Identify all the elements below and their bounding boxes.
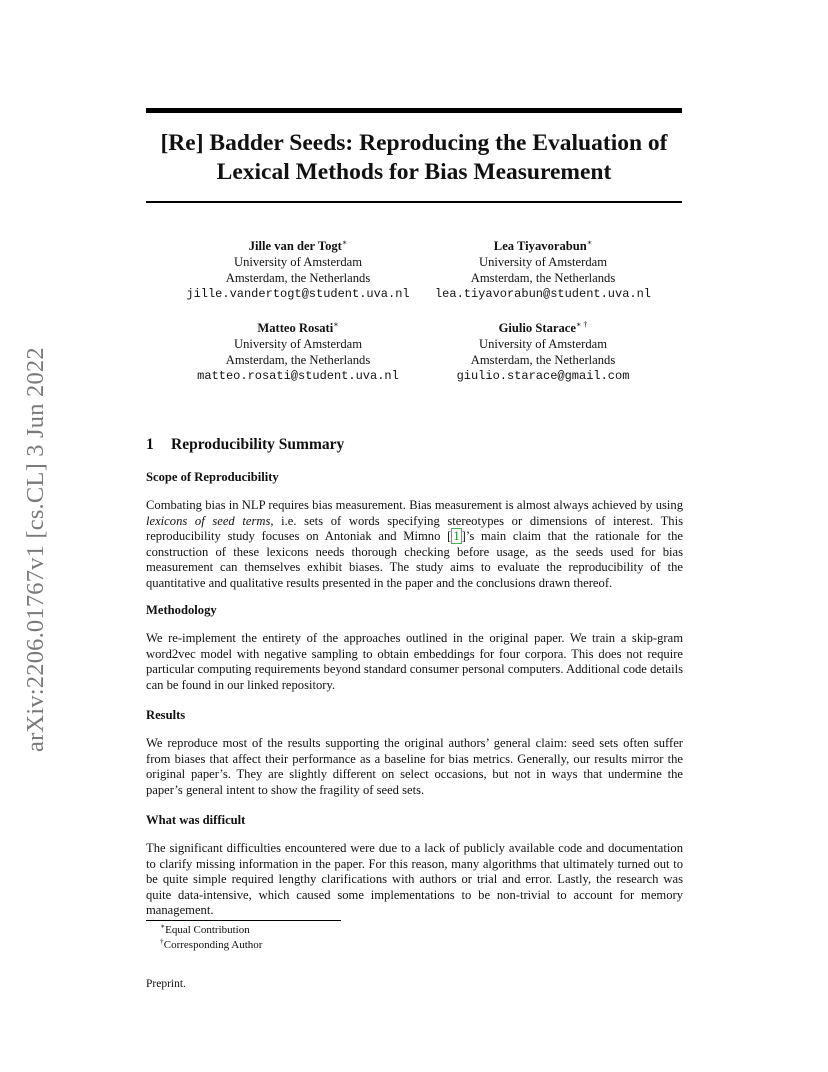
paper-title [146,129,682,187]
author-location: Amsterdam, the Netherlands [470,271,616,285]
preprint-label: Preprint. [146,978,186,990]
title-bottom-rule [146,201,682,203]
text-run: ’s main claim that the rationale for the construction of these lexicons needs thorough checking before usage, as the seeds used for bias measurement can themselves exhibit biases. The study aims to evaluate the reproducibility of the quantitative and qualitative results presented in the paper and the conclusions drawn thereof. [146,529,683,590]
author-email: jille.vandertogt@student.uva.nl [186,287,410,301]
author-location: Amsterdam, the Netherlands [470,353,616,367]
arxiv-stamp: arXiv:2206.01767v1 [cs.CL] 3 Jun 2022 [22,347,49,752]
emphasis-text: lexicons of seed terms [146,513,271,528]
footnote-mark: ∗ [160,921,166,931]
author-name: Jille van der Togt [248,239,342,253]
subsection-heading: Results [146,708,186,722]
title-line-2: Lexical Methods for Bias Measurement [216,159,612,185]
author-email: giulio.starace@gmail.com [456,369,630,383]
footnote [160,938,262,952]
subsection-heading: Methodology [146,603,217,617]
author-mark: ∗ [341,237,348,247]
section-title: Reproducibility Summary [171,436,345,453]
methodology-paragraph: We re-implement the entirety of the approaches outlined in the original paper. We train a skip-gram word2vec model with negative sampling to obtain embeddings for four corpora. This does not require particular computing requirements beyond standard consumer personal computers. Additional code details can be found in our linked repository. [146,631,683,692]
subsection-heading: Scope of Reproducibility [146,470,279,484]
author-location: Amsterdam, the Netherlands [225,353,371,367]
author-mark: ∗ [586,237,593,247]
author-name: Matteo Rosati [257,321,334,335]
author-block [403,320,683,384]
section-heading [146,436,344,454]
difficulty-paragraph: The significant difficulties encountered were due to a lack of publicly available code and documentation to clarify missing information in the paper. For this reason, many algorithms that ultimately turned out to be quite simple required lengthy clarifications with authors or trial and error. Lastly, the research was quite data-intensive, which caused some implementations to be non-trivial to account for memory management. [146,841,683,918]
author-block [158,320,438,384]
title-line-1: [Re] Badder Seeds: Reproducing the Evaluation of [160,130,668,156]
text-run: Combating bias in NLP requires bias measurement. Bias measurement is almost always achieved by using [146,498,683,512]
subsection-heading: What was difficult [146,813,246,827]
footnote [160,923,250,937]
results-paragraph: We reproduce most of the results supporting the original authors’ general claim: seed sets often suffer from biases that affect their performance as a baseline for bias metrics. Generally, our results mirror the original paper’s. They are slightly different on select occasions, but not in ways that undermine the paper’s general intent to show the fragility of seed sets. [146,736,683,797]
author-name: Giulio Starace [498,321,576,335]
author-block [158,238,438,302]
title-top-rule [146,108,682,113]
footnote-mark: † [160,936,164,946]
section-number: 1 [146,436,154,453]
author-mark: ∗ † [575,319,588,329]
author-mark: ∗ [333,319,339,329]
author-name: Lea Tiyavorabun [493,239,587,253]
citation-link[interactable]: 1 [453,529,460,544]
author-block [403,238,683,302]
author-email: matteo.rosati@student.uva.nl [197,369,399,383]
author-affiliation: University of Amsterdam [233,337,362,351]
footnote-text: Corresponding Author [163,939,263,951]
text-run: , i.e. sets of words specifying stereotypes or dimensions of interest. This reproducibility study focuses on Antoniak and Mimno [146,513,683,544]
author-location: Amsterdam, the Netherlands [225,271,371,285]
scope-paragraph: Combating bias in NLP requires bias measurement. Bias measurement is almost always achieved by using lexicons of seed terms, i.e. sets of words specifying stereotypes or dimensions of interest. This reproducibility study focuses on Antoniak and Mimno [ 1 ]’s main claim that the rationale for the construction of these lexicons needs thorough checking before usage, as the seeds used for bias measurement can themselves exhibit biases. The study aims to evaluate the reproducibility of the quantitative and qualitative results presented in the paper and the conclusions drawn thereof. [146,498,683,590]
author-affiliation: University of Amsterdam [478,337,607,351]
author-affiliation: University of Amsterdam [478,255,607,269]
author-affiliation: University of Amsterdam [233,255,362,269]
footnote-rule [146,920,341,921]
author-email: lea.tiyavorabun@student.uva.nl [434,287,652,301]
footnote-text: Equal Contribution [165,924,250,936]
